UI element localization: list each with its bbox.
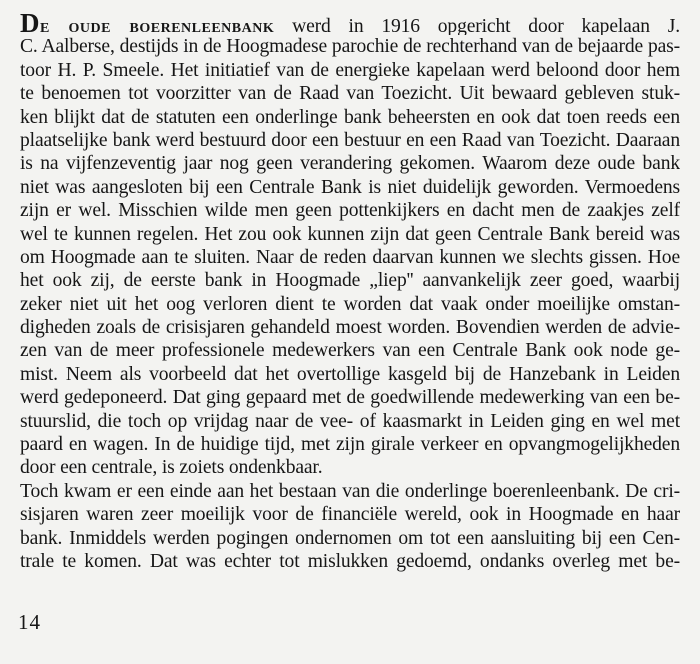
drop-cap: D (20, 12, 40, 36)
text-line: trale te komen. Dat was echter tot mislukken gedoemd, ondanks overleg met be- (20, 550, 680, 572)
text-line: stuurslid, die toch op vrijdag naar de vee- of kaasmarkt in Leiden ging en wel met (20, 410, 680, 432)
text-line: is na vijfenzeventig jaar nog geen verandering gekomen. Waarom deze oude bank (20, 153, 680, 175)
text-line: paard en wagen. In de huidige tijd, met zijn girale verkeer en opvangmogelijkheden (20, 434, 680, 456)
text-line: te benoemen tot voorzitter van de Raad van Toezicht. Uit bewaard gebleven stuk- (20, 83, 680, 105)
text-line: sisjaren waren zeer moeilijk voor de financiële wereld, ook in Hoogmade en haar (20, 504, 680, 526)
text-line: Toch kwam er een einde aan het bestaan van die onderlinge boerenleenbank. De cri- (20, 480, 680, 502)
text-line: werd gedeponeerd. Dat ging gepaard met de goedwillende medewerking van een be- (20, 387, 680, 409)
text-line: ken blijkt dat de statuten een onderlinge bank beheersten en ook dat toen reeds een (20, 106, 680, 128)
text-line: C. Aalberse, destijds in de Hoogmadese parochie de rechterhand van de bejaarde pas- (20, 36, 680, 58)
text-line: toor H. P. Smeele. Het initiatief van de energieke kapelaan werd beloond door hem (20, 59, 680, 81)
text-line: bank. Inmiddels werden pogingen ondernomen om tot een aansluiting bij een Cen- (20, 527, 680, 549)
text-line: digheden zoals de crisisjaren gehandeld moest worden. Bovendien werden de advie- (20, 317, 680, 339)
text-line: mist. Neem als voorbeeld dat het overtollige kasgeld bij de Hanzebank in Leiden (20, 363, 680, 385)
article-body (20, 12, 680, 573)
first-line-text: werd in 1916 opgericht door kapelaan J. (274, 16, 680, 36)
text-line: zen van de meer professionele medewerkers van een Centrale Bank ook node ge- (20, 340, 680, 362)
text-line: zijn er wel. Misschien wilde men geen pottenkijkers en dacht men de zaakjes zelf (20, 200, 680, 222)
text-line: wel te kunnen regelen. Het zou ook kunnen zijn dat geen Centrale Bank bereid was (20, 223, 680, 245)
text-line: niet was aangesloten bij een Centrale Bank is niet duidelijk geworden. Vermoedens (20, 176, 680, 198)
paragraph-end-line: door een centrale, is zoiets ondenkbaar. (20, 457, 323, 479)
lead-in-heading: e oude boerenleenbank (40, 15, 275, 36)
text-line: het ook zij, de eerste bank in Hoogmade „liep'' aanvankelijk zeer goed, waarbij (20, 270, 680, 292)
article-first-line (20, 12, 680, 35)
text-line: zeker niet uit het oog verloren dient te worden dat vaak onder moeilijke omstan- (20, 293, 680, 315)
text-line: plaatselijke bank werd bestuurd door een bestuur en een Raad van Toezicht. Daaraan (20, 129, 680, 151)
text-line: om Hoogmade aan te sluiten. Naar de reden daarvan kunnen we slechts gissen. Hoe (20, 246, 680, 268)
page-number: 14 (18, 610, 41, 634)
